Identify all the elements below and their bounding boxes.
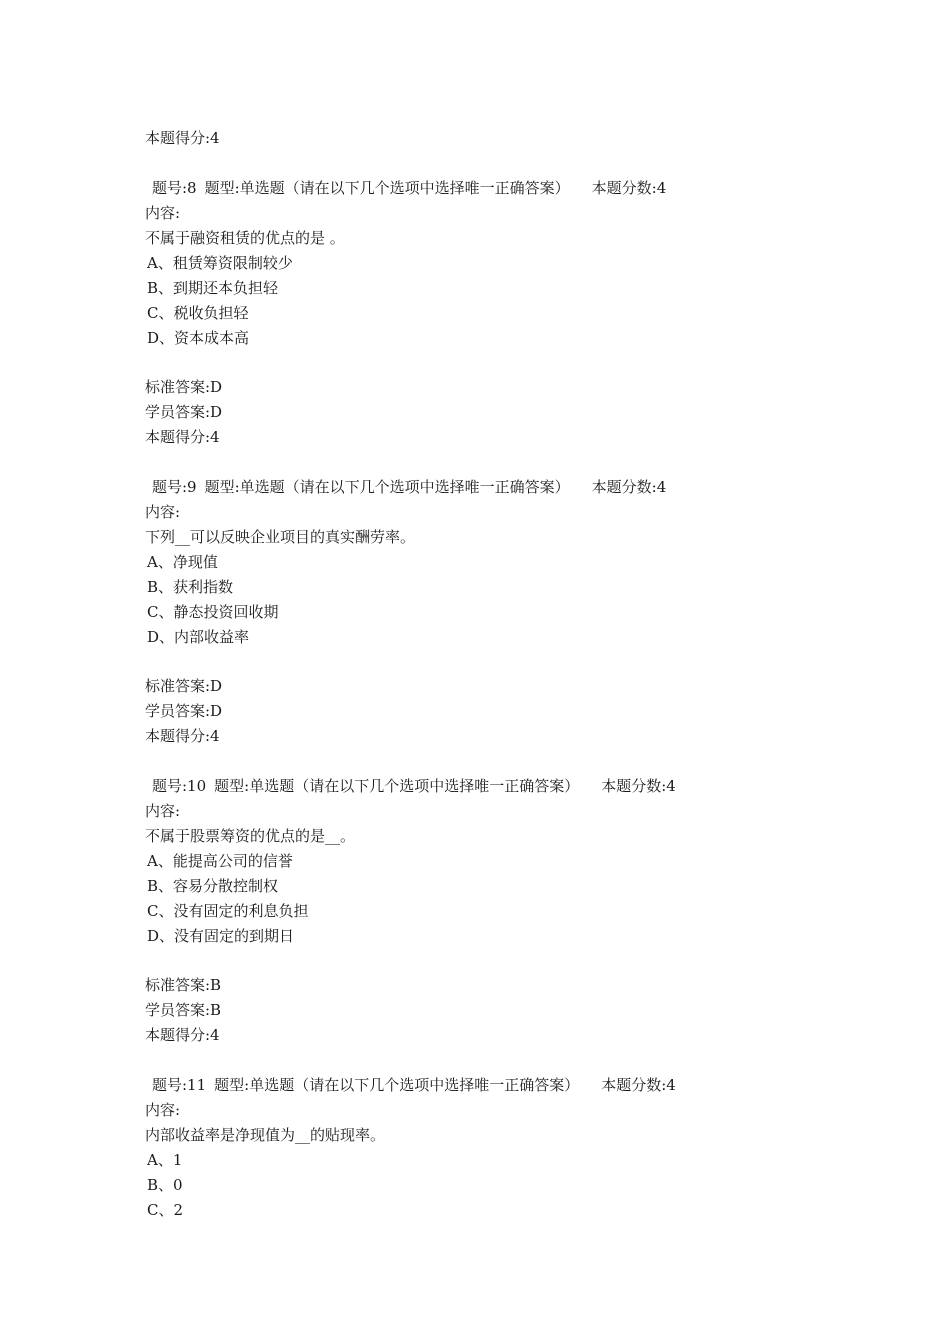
question-type: 题型:单选题（请在以下几个选项中选择唯一正确答案） <box>214 776 580 795</box>
spacer <box>145 949 845 974</box>
question-type: 题型:单选题（请在以下几个选项中选择唯一正确答案） <box>204 178 570 197</box>
earned-score: 本题得分:4 <box>145 428 220 446</box>
option-a: A、租赁筹资限制较少 <box>147 253 293 272</box>
spacer <box>145 1048 845 1073</box>
option-d: D、没有固定的到期日 <box>147 926 295 945</box>
question-header <box>145 176 845 201</box>
spacer <box>145 151 845 176</box>
document-page <box>145 126 845 1223</box>
option-b: B、0 <box>147 1175 183 1194</box>
question-header <box>145 475 845 500</box>
option-c: C、2 <box>147 1200 184 1219</box>
option-b: B、容易分散控制权 <box>147 876 279 895</box>
content-label: 内容: <box>145 203 181 222</box>
question-number: 题号:10 <box>152 776 207 795</box>
student-answer: 学员答案:D <box>145 702 223 720</box>
earned-score: 本题得分:4 <box>145 727 220 745</box>
option-c: C、税收负担轻 <box>147 303 249 322</box>
spacer <box>145 351 845 376</box>
question-score: 本题分数:4 <box>601 776 676 795</box>
option-a: A、1 <box>147 1150 183 1169</box>
student-answer: 学员答案:D <box>145 403 223 421</box>
spacer <box>145 650 845 675</box>
prev-question-score: 本题得分:4 <box>145 129 220 147</box>
question-number: 题号:11 <box>152 1075 207 1094</box>
question-header <box>145 1073 845 1098</box>
option-a: A、净现值 <box>147 552 218 571</box>
standard-answer: 标准答案:D <box>145 378 223 396</box>
question-9 <box>145 475 845 750</box>
question-number: 题号:8 <box>152 178 197 197</box>
question-score: 本题分数:4 <box>591 477 667 496</box>
question-text: 下列__可以反映企业项目的真实酬劳率。 <box>145 527 416 546</box>
option-d: D、内部收益率 <box>147 627 250 646</box>
question-number: 题号:9 <box>152 477 197 496</box>
option-b: B、获利指数 <box>147 577 234 596</box>
question-header <box>145 774 845 799</box>
question-11 <box>145 1073 845 1223</box>
content-label: 内容: <box>145 502 181 521</box>
student-answer: 学员答案:B <box>145 1001 222 1019</box>
option-c: C、静态投资回收期 <box>147 602 279 621</box>
question-text: 不属于融资租赁的优点的是 。 <box>145 228 345 247</box>
question-text: 内部收益率是净现值为__的贴现率。 <box>145 1125 386 1144</box>
spacer <box>145 450 845 475</box>
standard-answer: 标准答案:B <box>145 976 222 994</box>
standard-answer: 标准答案:D <box>145 677 223 695</box>
option-a: A、能提高公司的信誉 <box>147 851 293 870</box>
option-c: C、没有固定的利息负担 <box>147 901 309 920</box>
option-d: D、资本成本高 <box>147 328 250 347</box>
question-10 <box>145 774 845 1049</box>
question-type: 题型:单选题（请在以下几个选项中选择唯一正确答案） <box>214 1075 580 1094</box>
question-8 <box>145 176 845 451</box>
spacer <box>145 749 845 774</box>
question-score: 本题分数:4 <box>591 178 667 197</box>
option-b: B、到期还本负担轻 <box>147 278 279 297</box>
question-type: 题型:单选题（请在以下几个选项中选择唯一正确答案） <box>204 477 570 496</box>
question-text: 不属于股票筹资的优点的是__。 <box>145 826 356 845</box>
earned-score: 本题得分:4 <box>145 1026 220 1044</box>
content-label: 内容: <box>145 1100 181 1119</box>
content-label: 内容: <box>145 801 181 820</box>
question-score: 本题分数:4 <box>601 1075 676 1094</box>
